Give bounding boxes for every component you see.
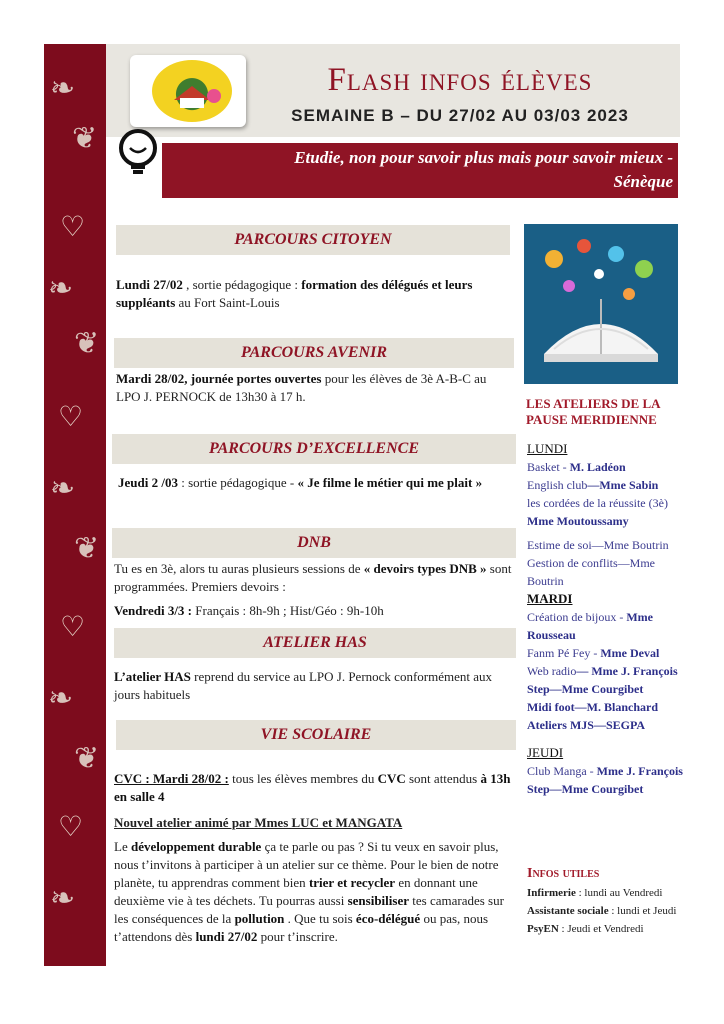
- atelier-label: Club Manga -: [527, 764, 597, 778]
- dnb-date: Vendredi 3/3 :: [114, 603, 193, 618]
- dnb-text-part: Tu es en 3è, alors tu auras plusieurs sessions de: [114, 561, 364, 576]
- section-title-has: ATELIER HAS: [114, 628, 516, 658]
- section-title-avenir: PARCOURS AVENIR: [114, 338, 514, 368]
- heart-icon: ♡: [58, 812, 84, 843]
- infos-utiles-list: [527, 884, 687, 938]
- decorative-band: [44, 44, 106, 966]
- atelier-label: English club: [527, 478, 588, 492]
- leaf-icon: ❦: [72, 122, 98, 155]
- section-title-dnb: DNB: [112, 528, 516, 558]
- atelier-label: Web radio: [527, 664, 577, 678]
- dd-text-end: pour t’inscrire.: [257, 929, 338, 944]
- dd-text-part: en donnant une deuxième vie à tes déchets. Tu pourras aussi: [114, 875, 478, 908]
- has-text: [114, 668, 514, 704]
- avenir-text-part: pour les élèves de 3è A-B-C au LPO J. PERNOCK de 13h30 à 17 h.: [116, 371, 487, 404]
- dnb-highlight: « devoirs types DNB »: [363, 561, 487, 576]
- dd-text-part: tes camarades sur les conséquences de la: [114, 893, 504, 926]
- atelier-teacher: M. Ladéon: [569, 460, 626, 474]
- atelier-teacher: Mme Deval: [600, 646, 660, 660]
- dd-text-part: ça te parle ou pas ? Si tu veux en savoir plus, nous t’invitons à participer à un atelier sur ce thème. Pour le bien de notre planète, tu apprendras comment bien: [114, 839, 499, 890]
- heart-icon: ♡: [58, 402, 84, 433]
- heart-icon: ♡: [60, 612, 86, 643]
- dd-text-part: ou pas, nous t’attendons dès: [114, 911, 489, 944]
- cvc-text: [114, 770, 516, 806]
- leaf-icon: ❧: [48, 682, 74, 715]
- info-item: [527, 884, 687, 902]
- excellence-text: [118, 474, 498, 492]
- day-lundi: LUNDI: [527, 441, 568, 456]
- cvc-text-mid: sont attendus: [405, 771, 481, 786]
- day-jeudi: JEUDI: [527, 745, 564, 760]
- atelier-item: [527, 458, 687, 476]
- dd-highlight: lundi 27/02: [195, 929, 258, 944]
- newsletter-title: Flash infos élèves: [327, 62, 593, 98]
- citoyen-text-part: , sortie pédagogique :: [182, 277, 302, 292]
- info-label: Assistante sociale: [527, 905, 609, 917]
- info-value: : lundi et Jeudi: [608, 905, 677, 917]
- atelier-label: Création de bijoux -: [527, 610, 627, 624]
- citoyen-highlight: formation des délégués et leurs suppléants: [116, 277, 473, 310]
- cvc-name: CVC: [377, 771, 406, 786]
- quote-author: Sénèque: [613, 172, 673, 191]
- excellence-text-part: : sortie pédagogique -: [177, 475, 298, 490]
- info-item: [527, 920, 687, 938]
- info-value: : lundi au Vendredi: [575, 887, 663, 899]
- atelier-item: Estime de soi—Mme Boutrin: [527, 538, 669, 552]
- quote-text: [168, 146, 673, 194]
- avenir-text: [116, 370, 514, 406]
- atelier-item: Gestion de conflits—Mme Boutrin: [527, 556, 655, 588]
- info-label: PsyEN: [527, 923, 559, 935]
- dd-highlight: sensibiliser: [347, 893, 409, 908]
- atelier-item: [527, 762, 687, 798]
- section-title-citoyen: PARCOURS CITOYEN: [116, 225, 510, 255]
- book-illustration: [524, 224, 678, 384]
- dd-highlight: pollution: [234, 911, 285, 926]
- dd-highlight: trier et recycler: [308, 875, 396, 890]
- day-mardi: MARDI: [527, 591, 573, 606]
- atelier-item: Ateliers MJS—SEGPA: [527, 718, 646, 732]
- leaf-icon: ❧: [50, 882, 76, 915]
- dnb-schedule-text: Français : 8h-9h ; Hist/Géo : 9h-10h: [192, 603, 384, 618]
- atelier-teacher: Mme J. François Step—Mme Courgibet: [527, 764, 683, 796]
- citoyen-text: [116, 276, 496, 312]
- atelier-teacher: Mme Rousseau: [527, 610, 653, 642]
- leaf-icon: ❦: [74, 327, 100, 360]
- excellence-date: Jeudi 2 /03: [118, 475, 178, 490]
- has-highlight: L’atelier HAS: [114, 669, 191, 684]
- has-text-part: reprend du service au LPO J. Pernock conformément aux jours habituels: [114, 669, 492, 702]
- info-value: : Jeudi et Vendredi: [558, 923, 644, 935]
- atelier-label: Basket -: [527, 460, 570, 474]
- info-label: Infirmerie: [527, 887, 576, 899]
- dd-text-part: Le: [114, 839, 131, 854]
- college-logo-emblem: [152, 60, 232, 122]
- atelier-item: [527, 608, 687, 644]
- heart-icon: ♡: [60, 212, 86, 243]
- info-item: [527, 902, 687, 920]
- atelier-item: [527, 644, 687, 662]
- atelier-item: Midi foot—M. Blanchard: [527, 700, 658, 714]
- atelier-teacher: — Mme J. François Step—Mme Courgibet: [527, 664, 678, 696]
- cvc-date: CVC : Mardi 28/02 :: [114, 771, 229, 786]
- atelier-item: [527, 662, 687, 698]
- dd-highlight: développement durable: [130, 839, 262, 854]
- leaf-icon: ❦: [74, 532, 100, 565]
- citoyen-text-end: au Fort Saint-Louis: [175, 295, 280, 310]
- atelier-item: [527, 476, 687, 494]
- developpement-durable-text: [114, 838, 514, 946]
- section-title-excellence: PARCOURS D’EXCELLENCE: [112, 434, 516, 464]
- atelier-label: Fanm Pé Fey -: [527, 646, 601, 660]
- cvc-text-part: tous les élèves membres du: [228, 771, 378, 786]
- lightbulb-icon: [112, 126, 164, 178]
- leaf-icon: ❧: [50, 472, 76, 505]
- quote-line: Etudie, non pour savoir plus mais pour savoir mieux -: [294, 148, 673, 167]
- dd-text-part: . Que tu sois: [284, 911, 356, 926]
- dnb-schedule: [114, 602, 514, 620]
- leaf-icon: ❧: [48, 272, 74, 305]
- section-title-vie-scolaire: VIE SCOLAIRE: [116, 720, 516, 750]
- avenir-highlight: Mardi 28/02, journée portes ouvertes: [116, 371, 322, 386]
- leaf-icon: ❦: [74, 742, 100, 775]
- dd-highlight: éco-délégué: [355, 911, 421, 926]
- ateliers-list: [527, 440, 687, 798]
- new-workshop-title: Nouvel atelier animé par Mmes LUC et MANGATA: [114, 815, 403, 830]
- spacer: [527, 734, 687, 744]
- atelier-teacher: Mme Moutoussamy: [527, 514, 629, 528]
- dnb-text-end: sont programmées. Premiers devoirs :: [114, 561, 512, 594]
- atelier-item: les cordées de la réussite (3è): [527, 496, 668, 510]
- ateliers-title: LES ATELIERS DE LA PAUSE MERIDIENNE: [526, 396, 660, 427]
- dnb-text: [114, 560, 514, 596]
- citoyen-date: Lundi 27/02: [116, 277, 183, 292]
- infos-utiles-title: Infos utiles: [527, 866, 600, 881]
- leaf-icon: ❧: [50, 72, 76, 105]
- cvc-location: à 13h en salle 4: [114, 771, 511, 804]
- excellence-highlight: « Je filme le métier qui me plait »: [297, 475, 483, 490]
- week-subtitle: SEMAINE B – DU 27/02 AU 03/03 2023: [291, 106, 629, 125]
- atelier-teacher: —Mme Sabin: [587, 478, 659, 492]
